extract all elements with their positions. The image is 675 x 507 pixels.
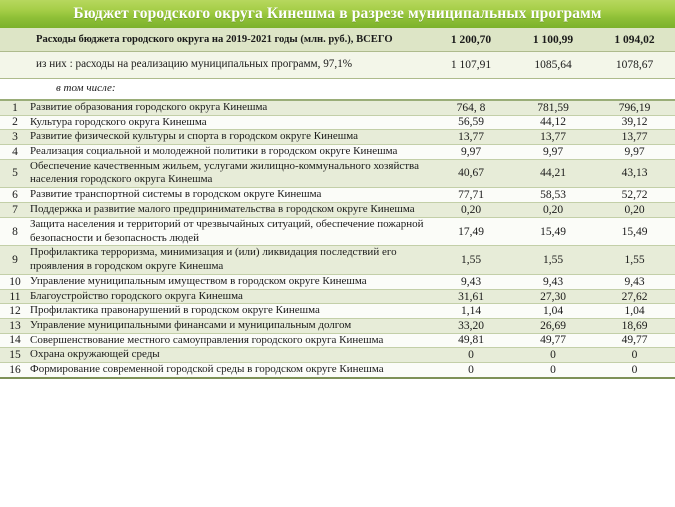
row-program-name: Совершенствование местного самоуправления городского округа Кинешма xyxy=(30,333,430,348)
row-value-2021: 1,55 xyxy=(594,246,675,275)
row-number: 1 xyxy=(0,100,30,115)
row-number: 8 xyxy=(0,217,30,246)
row-number: 10 xyxy=(0,275,30,290)
budget-table xyxy=(0,28,675,379)
table-row xyxy=(0,188,675,203)
row-value-2021: 1,04 xyxy=(594,304,675,319)
row-value-2019: 40,67 xyxy=(430,159,512,188)
summary-row-programs xyxy=(0,52,675,79)
summary-total-label: Расходы бюджета городского округа на 2019-2021 годы (млн. руб.), ВСЕГО xyxy=(30,28,430,52)
row-value-2021: 9,97 xyxy=(594,144,675,159)
row-program-name: Управление муниципальными финансами и муниципальным долгом xyxy=(30,319,430,334)
note-2019-cell xyxy=(430,79,512,101)
table-row xyxy=(0,333,675,348)
row-value-2021: 9,43 xyxy=(594,275,675,290)
row-value-2021: 49,77 xyxy=(594,333,675,348)
table-row xyxy=(0,217,675,246)
row-number: 12 xyxy=(0,304,30,319)
summary-total-number-cell xyxy=(0,28,30,52)
row-program-name: Формирование современной городской среды в городском округе Кинешма xyxy=(30,362,430,377)
row-program-name: Культура городского округа Кинешма xyxy=(30,115,430,130)
row-value-2020: 49,77 xyxy=(512,333,594,348)
page-title: Бюджет городского округа Кинешма в разрезе муниципальных программ xyxy=(73,5,602,22)
row-value-2021: 43,13 xyxy=(594,159,675,188)
table-row xyxy=(0,304,675,319)
row-value-2020: 13,77 xyxy=(512,130,594,145)
row-value-2019: 0 xyxy=(430,362,512,377)
row-number: 6 xyxy=(0,188,30,203)
table-row xyxy=(0,100,675,115)
row-program-name: Поддержка и развитие малого предпринимательства в городском округе Кинешма xyxy=(30,202,430,217)
row-value-2019: 77,71 xyxy=(430,188,512,203)
row-program-name: Развитие транспортной системы в городском округе Кинешма xyxy=(30,188,430,203)
row-value-2019: 0 xyxy=(430,348,512,363)
table-row xyxy=(0,159,675,188)
row-value-2019: 49,81 xyxy=(430,333,512,348)
row-value-2020: 1,04 xyxy=(512,304,594,319)
row-value-2020: 9,97 xyxy=(512,144,594,159)
row-value-2019: 0,20 xyxy=(430,202,512,217)
row-value-2019: 764, 8 xyxy=(430,100,512,115)
summary-programs-2019: 1 107,91 xyxy=(430,52,512,79)
row-number: 3 xyxy=(0,130,30,145)
table-row xyxy=(0,289,675,304)
row-number: 11 xyxy=(0,289,30,304)
row-value-2019: 13,77 xyxy=(430,130,512,145)
row-value-2020: 0 xyxy=(512,362,594,377)
summary-programs-number-cell xyxy=(0,52,30,79)
row-value-2020: 0 xyxy=(512,348,594,363)
row-program-name: Защита населения и территорий от чрезвычайных ситуаций, обеспечение пожарной безопасности и безопасность людей xyxy=(30,217,430,246)
table-row xyxy=(0,130,675,145)
row-value-2020: 58,53 xyxy=(512,188,594,203)
row-program-name: Профилактика терроризма, минимизация и (или) ликвидация последствий его проявления в городском округе Кинешма xyxy=(30,246,430,275)
row-program-name: Управление муниципальным имуществом в городском округе Кинешма xyxy=(30,275,430,290)
row-number: 2 xyxy=(0,115,30,130)
row-value-2020: 15,49 xyxy=(512,217,594,246)
section-note-label: в том числе: xyxy=(30,79,430,101)
table-row xyxy=(0,202,675,217)
row-program-name: Развитие образования городского округа Кинешма xyxy=(30,100,430,115)
row-program-name: Профилактика правонарушений в городском округе Кинешма xyxy=(30,304,430,319)
row-number: 16 xyxy=(0,362,30,377)
row-value-2020: 26,69 xyxy=(512,319,594,334)
row-value-2021: 27,62 xyxy=(594,289,675,304)
row-number: 9 xyxy=(0,246,30,275)
row-value-2021: 796,19 xyxy=(594,100,675,115)
row-value-2021: 52,72 xyxy=(594,188,675,203)
row-value-2019: 9,43 xyxy=(430,275,512,290)
summary-programs-2021: 1078,67 xyxy=(594,52,675,79)
row-program-name: Развитие физической культуры и спорта в городском округе Кинешма xyxy=(30,130,430,145)
row-value-2019: 9,97 xyxy=(430,144,512,159)
row-number: 13 xyxy=(0,319,30,334)
table-row xyxy=(0,348,675,363)
row-program-name: Благоустройство городского округа Кинешма xyxy=(30,289,430,304)
row-value-2021: 15,49 xyxy=(594,217,675,246)
row-value-2021: 18,69 xyxy=(594,319,675,334)
row-value-2021: 0 xyxy=(594,362,675,377)
summary-programs-label: из них : расходы на реализацию муниципальных программ, 97,1% xyxy=(30,52,430,79)
row-value-2019: 17,49 xyxy=(430,217,512,246)
row-value-2020: 1,55 xyxy=(512,246,594,275)
note-2021-cell xyxy=(594,79,675,101)
table-row xyxy=(0,246,675,275)
row-value-2020: 44,21 xyxy=(512,159,594,188)
row-value-2019: 31,61 xyxy=(430,289,512,304)
row-program-name: Обеспечение качественным жильем, услугами жилищно-коммунального хозяйства населения городского округа Кинешма xyxy=(30,159,430,188)
row-value-2020: 781,59 xyxy=(512,100,594,115)
row-value-2021: 39,12 xyxy=(594,115,675,130)
row-number: 7 xyxy=(0,202,30,217)
note-number-cell xyxy=(0,79,30,101)
row-number: 5 xyxy=(0,159,30,188)
summary-total-2020: 1 100,99 xyxy=(512,28,594,52)
row-number: 15 xyxy=(0,348,30,363)
row-value-2019: 56,59 xyxy=(430,115,512,130)
table-row xyxy=(0,319,675,334)
table-row xyxy=(0,362,675,377)
summary-total-2021: 1 094,02 xyxy=(594,28,675,52)
row-value-2019: 1,14 xyxy=(430,304,512,319)
section-note-row xyxy=(0,79,675,101)
row-number: 4 xyxy=(0,144,30,159)
row-value-2021: 0 xyxy=(594,348,675,363)
note-2020-cell xyxy=(512,79,594,101)
summary-row-total xyxy=(0,28,675,52)
summary-total-2019: 1 200,70 xyxy=(430,28,512,52)
row-value-2021: 13,77 xyxy=(594,130,675,145)
summary-programs-2020: 1085,64 xyxy=(512,52,594,79)
row-value-2020: 0,20 xyxy=(512,202,594,217)
row-number: 14 xyxy=(0,333,30,348)
row-value-2020: 9,43 xyxy=(512,275,594,290)
row-value-2020: 27,30 xyxy=(512,289,594,304)
row-value-2021: 0,20 xyxy=(594,202,675,217)
table-row xyxy=(0,144,675,159)
row-program-name: Охрана окружающей среды xyxy=(30,348,430,363)
row-value-2020: 44,12 xyxy=(512,115,594,130)
row-value-2019: 1,55 xyxy=(430,246,512,275)
row-value-2019: 33,20 xyxy=(430,319,512,334)
table-row xyxy=(0,275,675,290)
budget-table-body xyxy=(0,28,675,378)
table-row xyxy=(0,115,675,130)
page-title-banner xyxy=(0,0,675,28)
row-program-name: Реализация социальной и молодежной политики в городском округе Кинешма xyxy=(30,144,430,159)
